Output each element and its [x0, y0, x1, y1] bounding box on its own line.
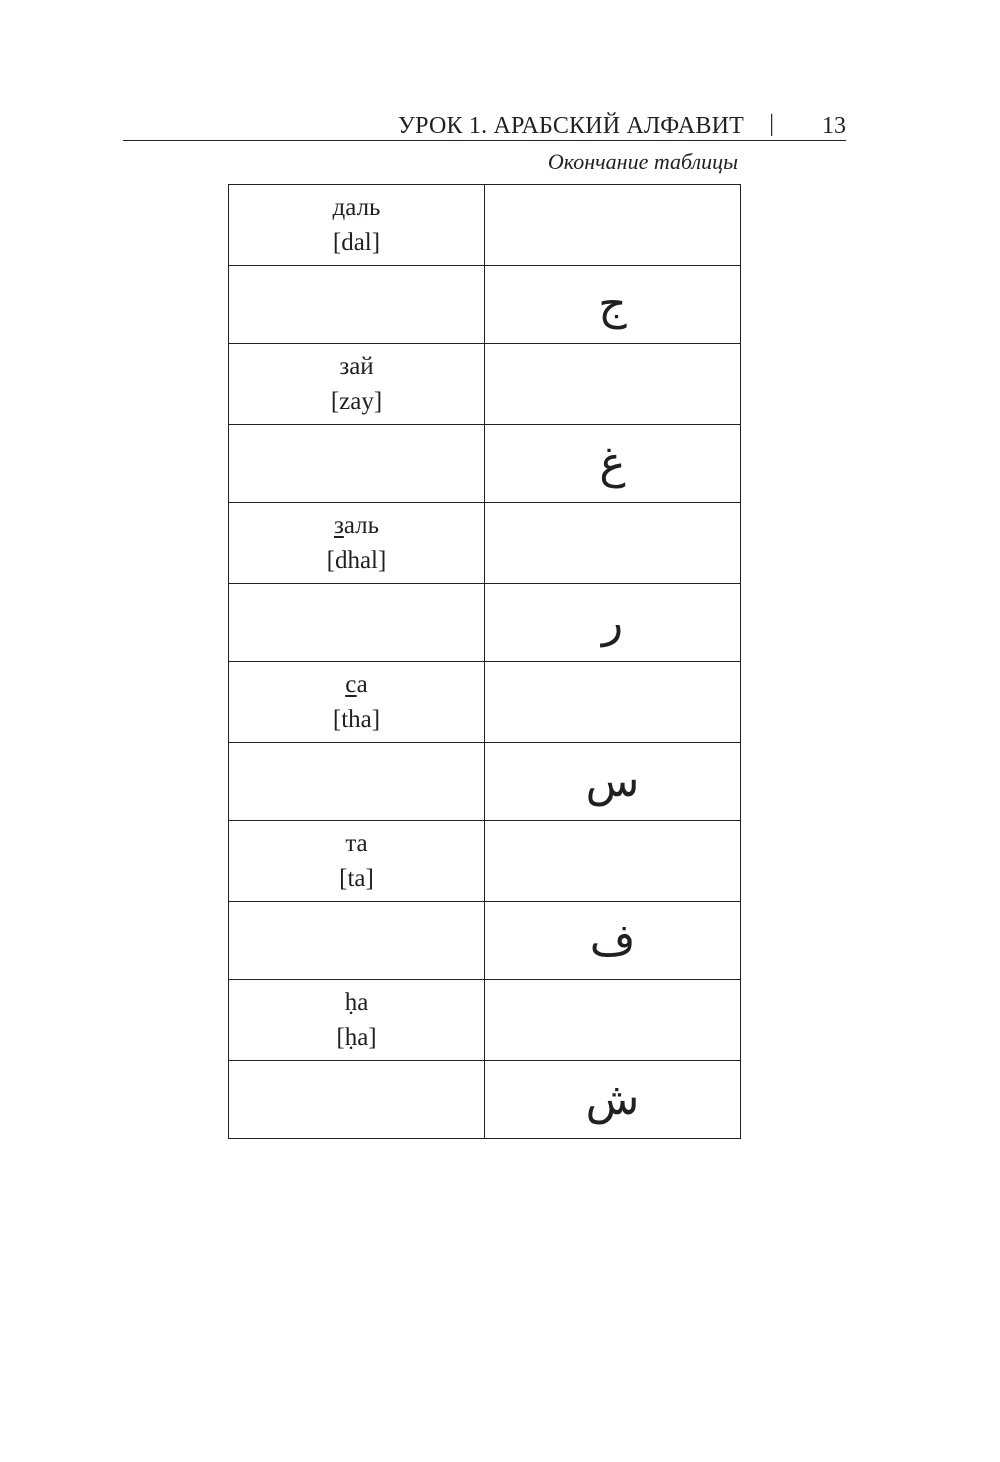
table-row [229, 584, 741, 662]
letter-transliteration: [ta] [339, 865, 374, 892]
arabic-letter: ج [598, 278, 627, 330]
letter-name [229, 826, 484, 861]
header-separator: | [769, 111, 774, 137]
table-row [229, 902, 741, 980]
letter-name-cell [229, 503, 485, 584]
chapter-title: УРОК 1. АРАБСКИЙ АЛФАВИТ [397, 113, 744, 139]
letter-transliteration: [ḥa] [336, 1024, 377, 1051]
letter-name-cell [229, 185, 485, 266]
letter-name-cell [229, 584, 485, 662]
letter-name-rest: а [356, 671, 368, 698]
arabic-letter: ر [601, 596, 624, 648]
letter-transliteration: [dal] [332, 229, 381, 256]
letter-transliteration: [tha] [332, 706, 381, 733]
letter-glyph-cell [485, 266, 741, 344]
letter-name-cell [229, 902, 485, 980]
letter-transliteration: [zay] [330, 388, 383, 415]
letter-name-cell [229, 344, 485, 425]
letter-name-cell [229, 743, 485, 821]
arabic-letter: ش [585, 1073, 640, 1125]
letter-name [229, 667, 484, 702]
letter-glyph-cell [485, 185, 741, 266]
letter-name-cell [229, 266, 485, 344]
table-row [229, 266, 741, 344]
letter-name [229, 508, 484, 543]
letter-glyph-cell [485, 1061, 741, 1139]
page-number: 13 [822, 113, 846, 139]
letter-name-rest: та [345, 830, 368, 857]
letter-glyph-cell [485, 980, 741, 1061]
letter-name [229, 190, 484, 225]
alphabet-table-body [229, 185, 741, 1139]
letter-name-cell [229, 425, 485, 503]
table-row [229, 503, 741, 584]
letter-name-rest: аль [343, 512, 380, 539]
letter-glyph-cell [485, 584, 741, 662]
letter-glyph-cell [485, 821, 741, 902]
table-row [229, 425, 741, 503]
letter-glyph-cell [485, 743, 741, 821]
letter-name [229, 349, 484, 384]
letter-glyph-cell [485, 662, 741, 743]
table-row [229, 743, 741, 821]
table-row [229, 1061, 741, 1139]
letter-name [229, 985, 484, 1020]
letter-glyph-cell [485, 344, 741, 425]
letter-name-cell [229, 1061, 485, 1139]
letter-glyph-cell [485, 425, 741, 503]
letter-name-rest: даль [332, 194, 381, 221]
letter-glyph-cell [485, 902, 741, 980]
table-caption: Окончание таблицы [547, 149, 738, 174]
table-row [229, 344, 741, 425]
letter-name-cell [229, 821, 485, 902]
arabic-letter: س [585, 755, 640, 807]
letter-name-rest: зай [339, 353, 374, 380]
table-row [229, 185, 741, 266]
letter-transliteration: [dhal] [326, 547, 387, 574]
letter-glyph-cell [485, 503, 741, 584]
arabic-letter: ف [589, 914, 636, 966]
letter-name-cell [229, 662, 485, 743]
letter-name-cell [229, 980, 485, 1061]
running-header [123, 108, 846, 141]
letter-name-underlined: з [333, 512, 344, 539]
table-row [229, 662, 741, 743]
alphabet-table [228, 184, 741, 1139]
table-row [229, 980, 741, 1061]
table-row [229, 821, 741, 902]
arabic-letter: غ [599, 437, 626, 489]
letter-name-rest: ḥa [344, 989, 369, 1016]
letter-name-underlined: с [345, 671, 357, 698]
